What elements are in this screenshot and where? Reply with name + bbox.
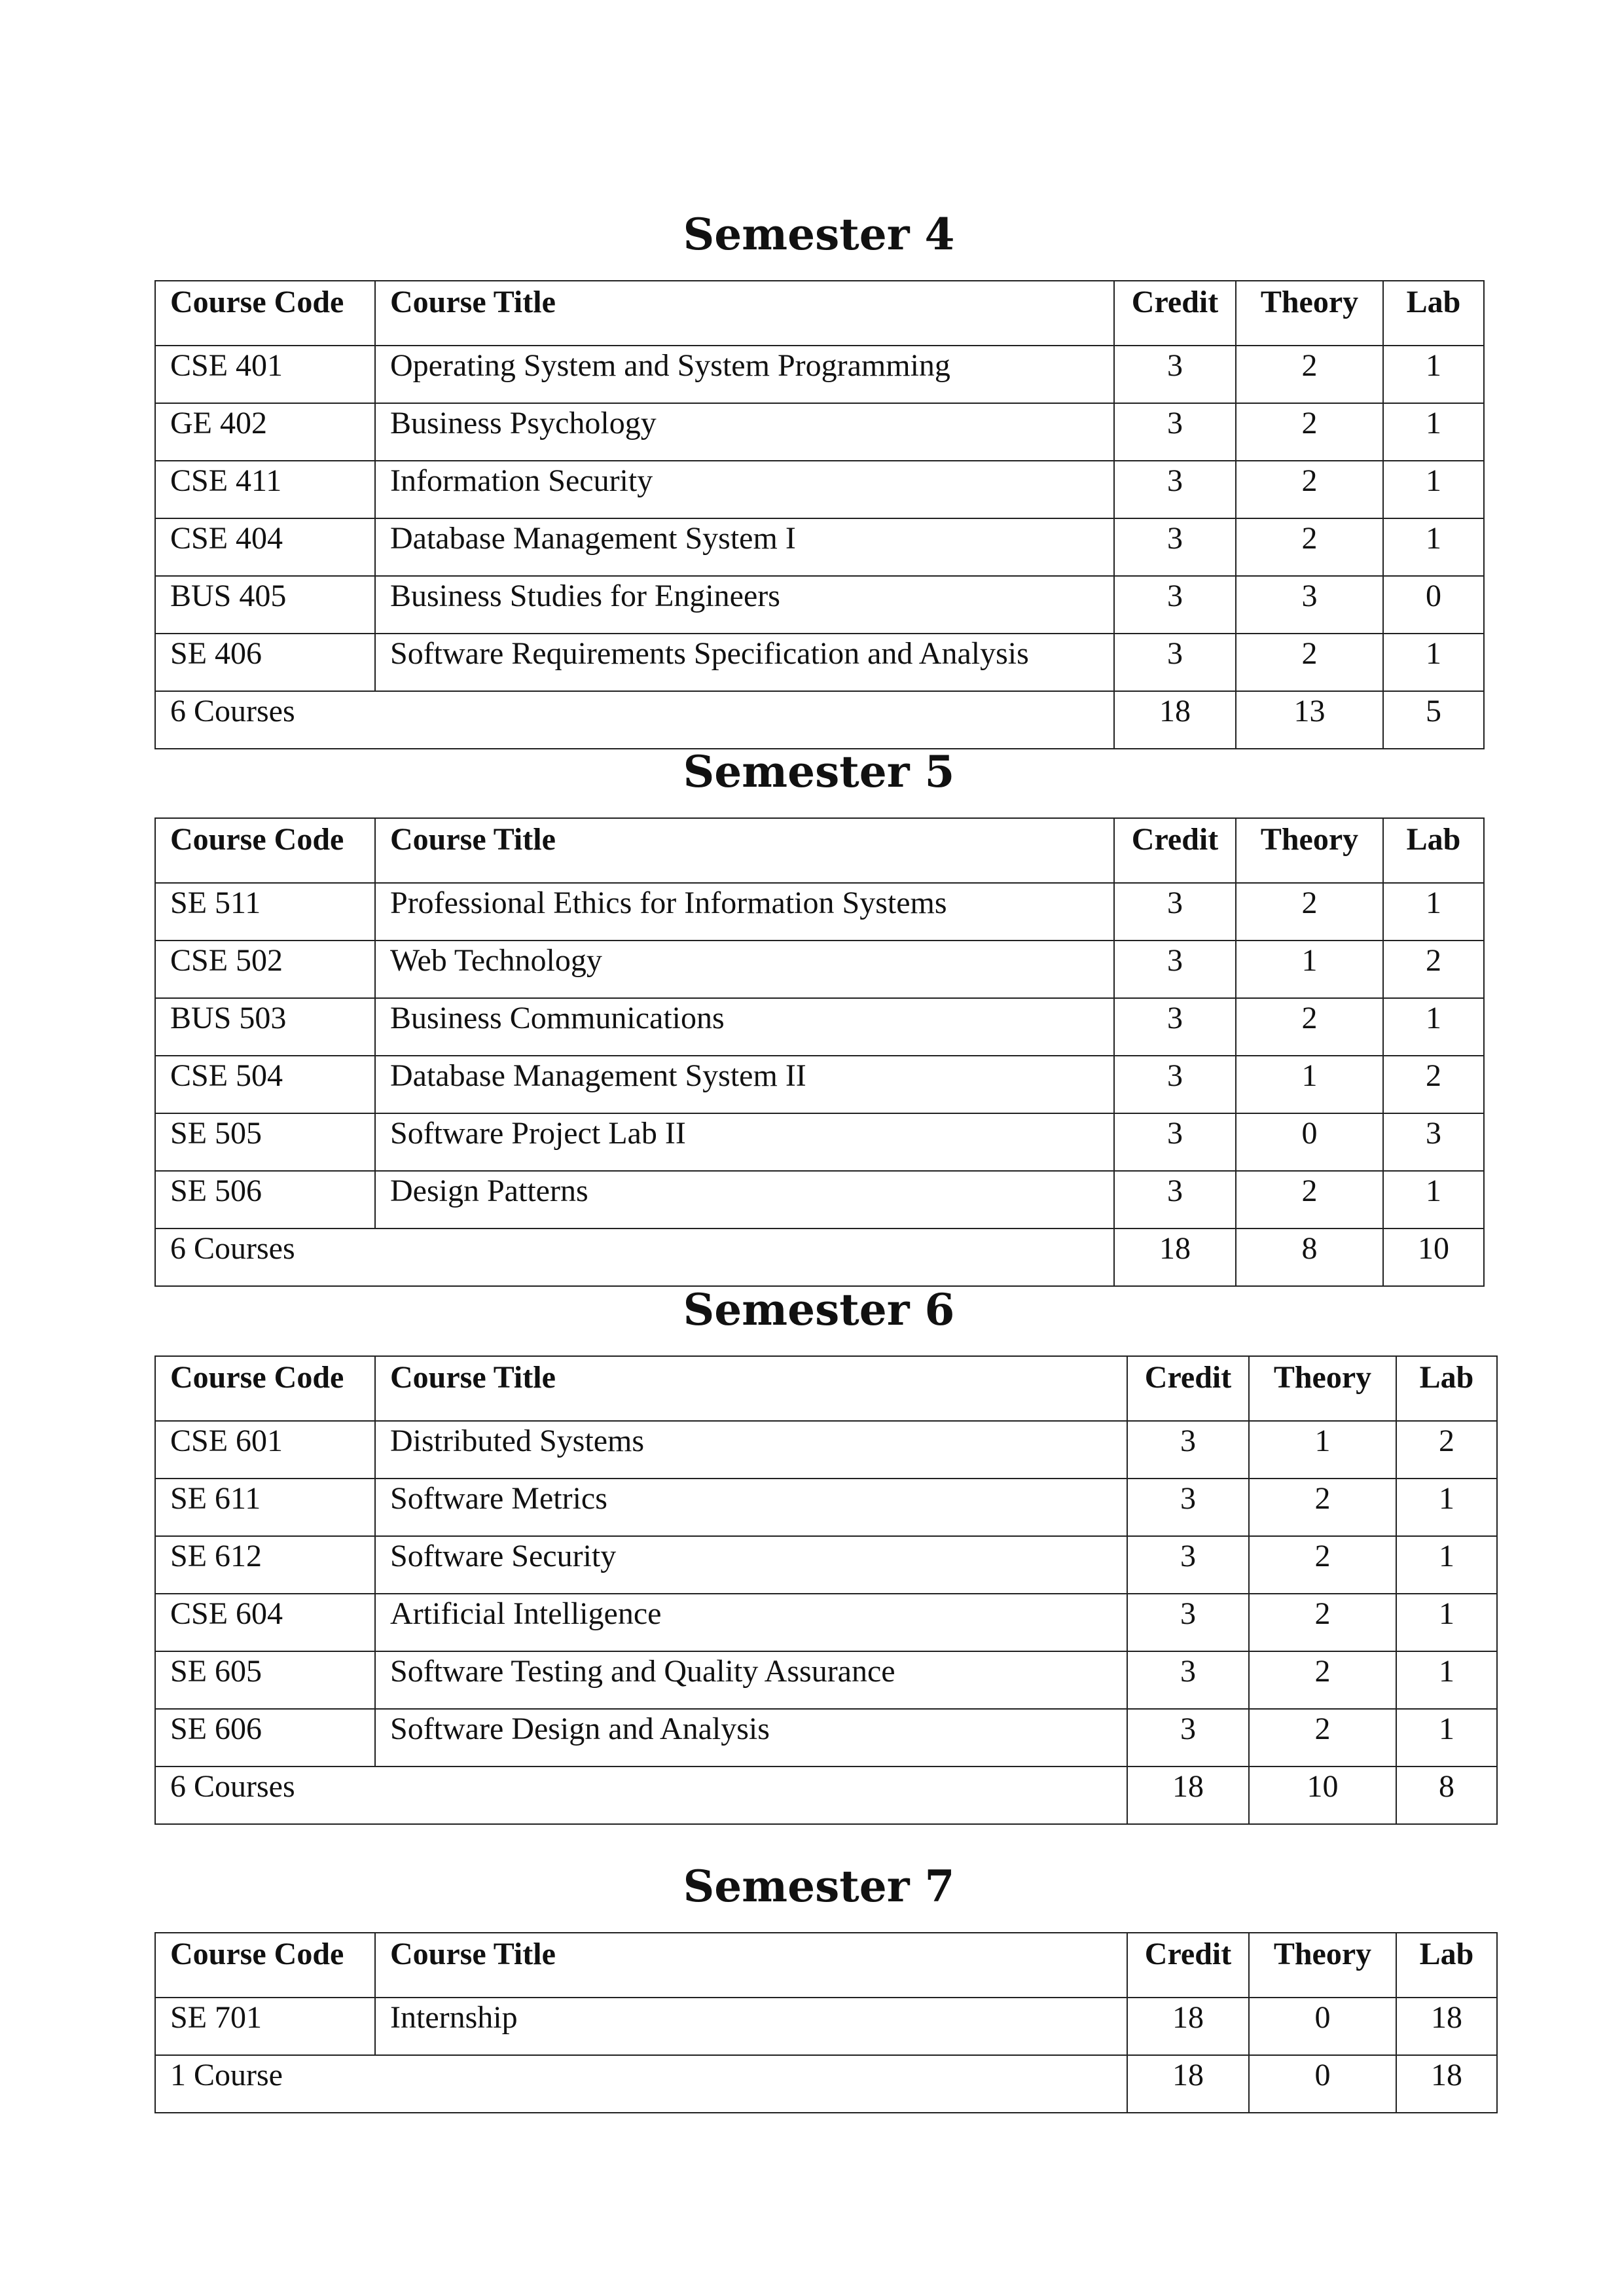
course-theory: 2 bbox=[1236, 883, 1383, 941]
course-theory: 2 bbox=[1249, 1709, 1396, 1767]
course-title: Information Security bbox=[375, 461, 1114, 518]
table-row bbox=[155, 1056, 1484, 1113]
course-lab: 2 bbox=[1383, 941, 1484, 998]
course-title: Software Security bbox=[375, 1536, 1127, 1594]
total-theory: 0 bbox=[1249, 2055, 1396, 2113]
header-course-code: Course Code bbox=[155, 281, 375, 346]
course-code: BUS 503 bbox=[155, 998, 375, 1056]
course-lab: 1 bbox=[1383, 461, 1484, 518]
table-row bbox=[155, 346, 1484, 403]
course-credit: 3 bbox=[1114, 998, 1236, 1056]
header-course-title: Course Title bbox=[375, 818, 1114, 883]
total-row bbox=[155, 2055, 1497, 2113]
header-course-title: Course Title bbox=[375, 1356, 1127, 1421]
semester-title: Semester 7 bbox=[683, 1861, 955, 1912]
course-theory: 2 bbox=[1249, 1651, 1396, 1709]
course-table bbox=[154, 280, 1485, 749]
course-credit: 3 bbox=[1114, 346, 1236, 403]
table-row bbox=[155, 883, 1484, 941]
total-lab: 8 bbox=[1396, 1767, 1497, 1824]
course-code: SE 611 bbox=[155, 1479, 375, 1536]
course-code: BUS 405 bbox=[155, 576, 375, 634]
course-lab: 1 bbox=[1396, 1651, 1497, 1709]
course-code: CSE 404 bbox=[155, 518, 375, 576]
course-theory: 1 bbox=[1236, 1056, 1383, 1113]
total-credit: 18 bbox=[1127, 1767, 1249, 1824]
total-row bbox=[155, 1767, 1497, 1824]
course-title: Business Psychology bbox=[375, 403, 1114, 461]
course-theory: 3 bbox=[1236, 576, 1383, 634]
total-theory: 13 bbox=[1236, 691, 1383, 749]
course-credit: 3 bbox=[1127, 1479, 1249, 1536]
course-code: SE 511 bbox=[155, 883, 375, 941]
header-credit: Credit bbox=[1127, 1356, 1249, 1421]
course-table bbox=[154, 1932, 1498, 2113]
table-header-row bbox=[155, 1356, 1497, 1421]
total-credit: 18 bbox=[1127, 2055, 1249, 2113]
course-table bbox=[154, 1355, 1498, 1825]
course-credit: 3 bbox=[1114, 1113, 1236, 1171]
course-theory: 2 bbox=[1236, 634, 1383, 691]
course-title: Database Management System I bbox=[375, 518, 1114, 576]
total-theory: 10 bbox=[1249, 1767, 1396, 1824]
total-courses-label: 6 Courses bbox=[155, 691, 1114, 749]
course-code: SE 605 bbox=[155, 1651, 375, 1709]
total-theory: 8 bbox=[1236, 1229, 1383, 1286]
header-theory: Theory bbox=[1249, 1356, 1396, 1421]
total-credit: 18 bbox=[1114, 691, 1236, 749]
course-theory: 2 bbox=[1249, 1594, 1396, 1651]
total-courses-label: 6 Courses bbox=[155, 1767, 1127, 1824]
course-lab: 2 bbox=[1383, 1056, 1484, 1113]
table-header-row bbox=[155, 818, 1484, 883]
course-credit: 3 bbox=[1114, 461, 1236, 518]
course-code: SE 701 bbox=[155, 1998, 375, 2055]
table-row bbox=[155, 1113, 1484, 1171]
course-lab: 1 bbox=[1383, 1171, 1484, 1229]
course-lab: 1 bbox=[1396, 1536, 1497, 1594]
course-title: Software Testing and Quality Assurance bbox=[375, 1651, 1127, 1709]
course-title: Design Patterns bbox=[375, 1171, 1114, 1229]
course-theory: 2 bbox=[1249, 1536, 1396, 1594]
course-code: CSE 502 bbox=[155, 941, 375, 998]
course-code: SE 606 bbox=[155, 1709, 375, 1767]
course-theory: 2 bbox=[1236, 461, 1383, 518]
course-lab: 2 bbox=[1396, 1421, 1497, 1479]
course-credit: 3 bbox=[1127, 1651, 1249, 1709]
table-row bbox=[155, 1421, 1497, 1479]
course-title: Software Metrics bbox=[375, 1479, 1127, 1536]
header-theory: Theory bbox=[1249, 1933, 1396, 1998]
course-title: Business Studies for Engineers bbox=[375, 576, 1114, 634]
table-row bbox=[155, 403, 1484, 461]
table-row bbox=[155, 1998, 1497, 2055]
course-credit: 18 bbox=[1127, 1998, 1249, 2055]
course-theory: 1 bbox=[1249, 1421, 1396, 1479]
total-lab: 5 bbox=[1383, 691, 1484, 749]
course-credit: 3 bbox=[1114, 576, 1236, 634]
course-lab: 1 bbox=[1396, 1479, 1497, 1536]
total-lab: 10 bbox=[1383, 1229, 1484, 1286]
course-lab: 1 bbox=[1396, 1594, 1497, 1651]
course-code: SE 506 bbox=[155, 1171, 375, 1229]
course-code: CSE 401 bbox=[155, 346, 375, 403]
course-code: CSE 604 bbox=[155, 1594, 375, 1651]
table-row bbox=[155, 1651, 1497, 1709]
header-course-title: Course Title bbox=[375, 1933, 1127, 1998]
total-row bbox=[155, 1229, 1484, 1286]
course-credit: 3 bbox=[1114, 941, 1236, 998]
course-credit: 3 bbox=[1114, 1056, 1236, 1113]
course-lab: 1 bbox=[1396, 1709, 1497, 1767]
course-code: CSE 601 bbox=[155, 1421, 375, 1479]
course-lab: 1 bbox=[1383, 403, 1484, 461]
course-credit: 3 bbox=[1114, 403, 1236, 461]
course-title: Professional Ethics for Information Systems bbox=[375, 883, 1114, 941]
total-row bbox=[155, 691, 1484, 749]
course-credit: 3 bbox=[1127, 1709, 1249, 1767]
table-row bbox=[155, 1171, 1484, 1229]
course-theory: 2 bbox=[1236, 346, 1383, 403]
course-code: SE 505 bbox=[155, 1113, 375, 1171]
total-courses-label: 1 Course bbox=[155, 2055, 1127, 2113]
table-row bbox=[155, 576, 1484, 634]
course-title: Operating System and System Programming bbox=[375, 346, 1114, 403]
table-row bbox=[155, 1594, 1497, 1651]
semester-title: Semester 6 bbox=[683, 1284, 955, 1335]
table-row bbox=[155, 518, 1484, 576]
header-lab: Lab bbox=[1396, 1933, 1497, 1998]
course-credit: 3 bbox=[1127, 1594, 1249, 1651]
course-title: Business Communications bbox=[375, 998, 1114, 1056]
course-title: Artificial Intelligence bbox=[375, 1594, 1127, 1651]
header-theory: Theory bbox=[1236, 281, 1383, 346]
course-theory: 2 bbox=[1236, 998, 1383, 1056]
header-course-code: Course Code bbox=[155, 1356, 375, 1421]
course-code: CSE 411 bbox=[155, 461, 375, 518]
header-credit: Credit bbox=[1114, 281, 1236, 346]
header-course-code: Course Code bbox=[155, 1933, 375, 1998]
course-theory: 2 bbox=[1236, 518, 1383, 576]
course-lab: 0 bbox=[1383, 576, 1484, 634]
semester-title: Semester 5 bbox=[683, 746, 955, 797]
course-code: SE 406 bbox=[155, 634, 375, 691]
table-row bbox=[155, 941, 1484, 998]
header-theory: Theory bbox=[1236, 818, 1383, 883]
course-title: Database Management System II bbox=[375, 1056, 1114, 1113]
course-title: Software Design and Analysis bbox=[375, 1709, 1127, 1767]
header-lab: Lab bbox=[1383, 281, 1484, 346]
header-credit: Credit bbox=[1127, 1933, 1249, 1998]
header-lab: Lab bbox=[1383, 818, 1484, 883]
course-theory: 0 bbox=[1249, 1998, 1396, 2055]
course-lab: 1 bbox=[1383, 346, 1484, 403]
course-lab: 3 bbox=[1383, 1113, 1484, 1171]
course-table bbox=[154, 817, 1485, 1287]
course-title: Software Requirements Specification and Analysis bbox=[375, 634, 1114, 691]
semester-title: Semester 4 bbox=[683, 209, 955, 260]
course-code: SE 612 bbox=[155, 1536, 375, 1594]
course-lab: 1 bbox=[1383, 883, 1484, 941]
course-lab: 1 bbox=[1383, 634, 1484, 691]
header-credit: Credit bbox=[1114, 818, 1236, 883]
table-row bbox=[155, 1709, 1497, 1767]
table-row bbox=[155, 998, 1484, 1056]
course-credit: 3 bbox=[1127, 1536, 1249, 1594]
course-lab: 18 bbox=[1396, 1998, 1497, 2055]
course-credit: 3 bbox=[1114, 883, 1236, 941]
header-lab: Lab bbox=[1396, 1356, 1497, 1421]
course-credit: 3 bbox=[1114, 1171, 1236, 1229]
course-credit: 3 bbox=[1114, 518, 1236, 576]
table-header-row bbox=[155, 281, 1484, 346]
course-theory: 1 bbox=[1236, 941, 1383, 998]
total-courses-label: 6 Courses bbox=[155, 1229, 1114, 1286]
total-lab: 18 bbox=[1396, 2055, 1497, 2113]
course-credit: 3 bbox=[1114, 634, 1236, 691]
table-row bbox=[155, 634, 1484, 691]
course-theory: 2 bbox=[1249, 1479, 1396, 1536]
course-theory: 2 bbox=[1236, 1171, 1383, 1229]
table-row bbox=[155, 461, 1484, 518]
course-title: Web Technology bbox=[375, 941, 1114, 998]
course-theory: 2 bbox=[1236, 403, 1383, 461]
header-course-title: Course Title bbox=[375, 281, 1114, 346]
course-lab: 1 bbox=[1383, 518, 1484, 576]
course-title: Internship bbox=[375, 1998, 1127, 2055]
course-lab: 1 bbox=[1383, 998, 1484, 1056]
course-title: Distributed Systems bbox=[375, 1421, 1127, 1479]
course-theory: 0 bbox=[1236, 1113, 1383, 1171]
header-course-code: Course Code bbox=[155, 818, 375, 883]
course-code: CSE 504 bbox=[155, 1056, 375, 1113]
course-credit: 3 bbox=[1127, 1421, 1249, 1479]
course-title: Software Project Lab II bbox=[375, 1113, 1114, 1171]
course-code: GE 402 bbox=[155, 403, 375, 461]
table-header-row bbox=[155, 1933, 1497, 1998]
table-row bbox=[155, 1479, 1497, 1536]
table-row bbox=[155, 1536, 1497, 1594]
total-credit: 18 bbox=[1114, 1229, 1236, 1286]
